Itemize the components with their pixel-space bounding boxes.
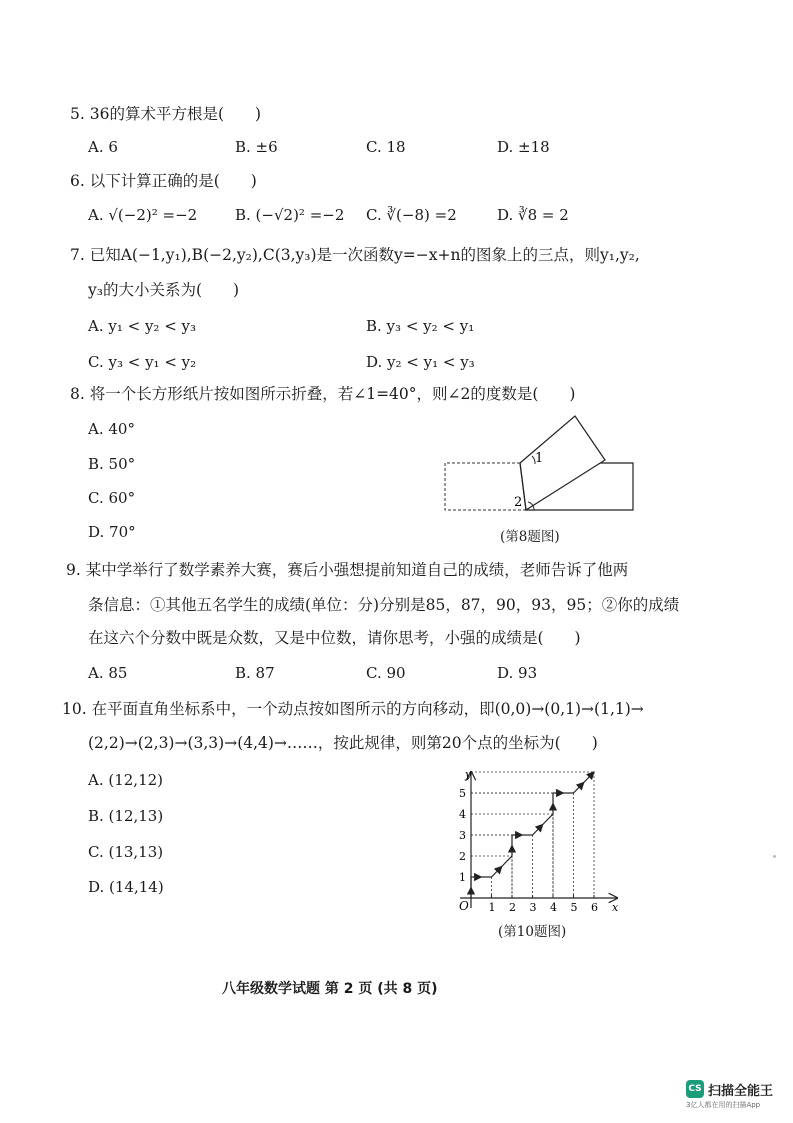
watermark-slogan: 3亿人都在用的扫描App (686, 1101, 761, 1109)
q10-y-tick-label: 3 (459, 829, 466, 842)
q10-option-d: D. (14,14) (88, 878, 164, 896)
q6-option-c: C. ∛(−8) =2 (366, 206, 457, 224)
q10-path-segment (543, 814, 553, 825)
q7-option-d: D. y₂ < y₁ < y₃ (366, 353, 475, 371)
q10-x-tick-label: 6 (591, 901, 598, 914)
q8-angle2-label: 2 (514, 495, 523, 510)
q9-option-b: B. 87 (235, 664, 275, 682)
q10-path-segment (574, 783, 584, 794)
q6-option-b: B. (−√2)² =−2 (235, 206, 345, 224)
q9-option-a: A. 85 (88, 664, 128, 682)
q10-origin-label: O (459, 899, 469, 913)
q10-option-a: A. (12,12) (88, 771, 164, 789)
q5-option-d: D. ±18 (497, 138, 550, 156)
q10-x-tick-label: 4 (550, 901, 557, 914)
q6-option-a: A. √(−2)² =−2 (88, 206, 198, 224)
q10-option-b: B. (12,13) (88, 807, 164, 825)
q10-y-axis-label: y (465, 768, 472, 781)
q6-stem: 6. 以下计算正确的是( ) (70, 172, 257, 190)
q8-fold-figure (440, 412, 640, 517)
q10-x-tick-label: 1 (488, 901, 496, 914)
q8-option-c: C. 60° (88, 489, 136, 507)
camscanner-logo-icon: CS (686, 1080, 704, 1098)
q10-y-tick-label: 2 (459, 850, 466, 863)
q10-y-tick-label: 1 (459, 871, 466, 884)
q10-x-tick-label: 3 (529, 901, 537, 914)
q5-option-b: B. ±6 (235, 138, 278, 156)
q9-option-d: D. 93 (497, 664, 538, 682)
q7-option-b: B. y₃ < y₂ < y₁ (366, 317, 475, 335)
q9-stem-line3: 在这六个分数中既是众数，又是中位数，请你思考，小强的成绩是( ) (88, 629, 581, 647)
scanner-watermark (686, 1078, 786, 1110)
q10-y-tick-label: 4 (459, 808, 466, 821)
page-footer: 八年级数学试题 第 2 页 (共 8 页) (222, 981, 438, 997)
q10-path-segment (502, 856, 512, 867)
q7-option-c: C. y₃ < y₁ < y₂ (88, 353, 197, 371)
q7-stem-line1: 7. 已知A(−1,y₁),B(−2,y₂),C(3,y₃)是一次函数y=−x+n的图象上的三点，则y₁,y₂, (70, 246, 640, 264)
q10-coordinate-figure (455, 766, 625, 916)
q7-stem-line2: y₃的大小关系为( ) (88, 281, 240, 299)
q10-x-axis-label: x (612, 901, 619, 914)
q10-option-c: C. (13,13) (88, 843, 164, 861)
q8-caption: (第8题图) (500, 529, 560, 545)
q10-stem-line2: (2,2)→(2,3)→(3,3)→(4,4)→……，按此规律，则第20个点的坐标为( ) (88, 734, 598, 752)
q10-path-segment (584, 772, 594, 783)
q8-folded-flap (520, 416, 605, 510)
q9-stem-line2: 条信息：①其他五名学生的成绩(单位：分)分别是85，87，90，93，95；②你的成绩 (88, 596, 680, 614)
q5-stem: 5. 36的算术平方根是( ) (70, 105, 262, 123)
q5-option-a: A. 6 (88, 138, 118, 156)
q9-stem-line1: 9. 某中学举行了数学素养大赛，赛后小强想提前知道自己的成绩，老师告诉了他两 (66, 561, 629, 579)
q10-stem-line1: 10. 在平面直角坐标系中，一个动点按如图所示的方向移动，即(0,0)→(0,1)→(1,1)→ (62, 700, 644, 718)
q5-option-c: C. 18 (366, 138, 406, 156)
q7-option-a: A. y₁ < y₂ < y₃ (88, 317, 197, 335)
q8-option-b: B. 50° (88, 455, 136, 473)
q9-option-c: C. 90 (366, 664, 406, 682)
q10-x-tick-label: 2 (509, 901, 516, 914)
watermark-app-name: 扫描全能王 (708, 1084, 774, 1099)
q10-path-segment (533, 825, 543, 836)
q8-angle1-label: 1 (535, 451, 544, 466)
q6-option-d: D. ∛8 = 2 (497, 206, 569, 224)
q10-y-tick-label: 5 (459, 787, 466, 800)
q10-path-segment (492, 867, 502, 878)
q8-option-d: D. 70° (88, 523, 136, 541)
q10-caption: (第10题图) (498, 924, 567, 940)
q8-option-a: A. 40° (88, 420, 135, 438)
q8-stem: 8. 将一个长方形纸片按如图所示折叠，若∠1=40°，则∠2的度数是( ) (70, 385, 576, 403)
q10-x-tick-label: 5 (570, 901, 578, 914)
scan-speck (773, 855, 776, 858)
